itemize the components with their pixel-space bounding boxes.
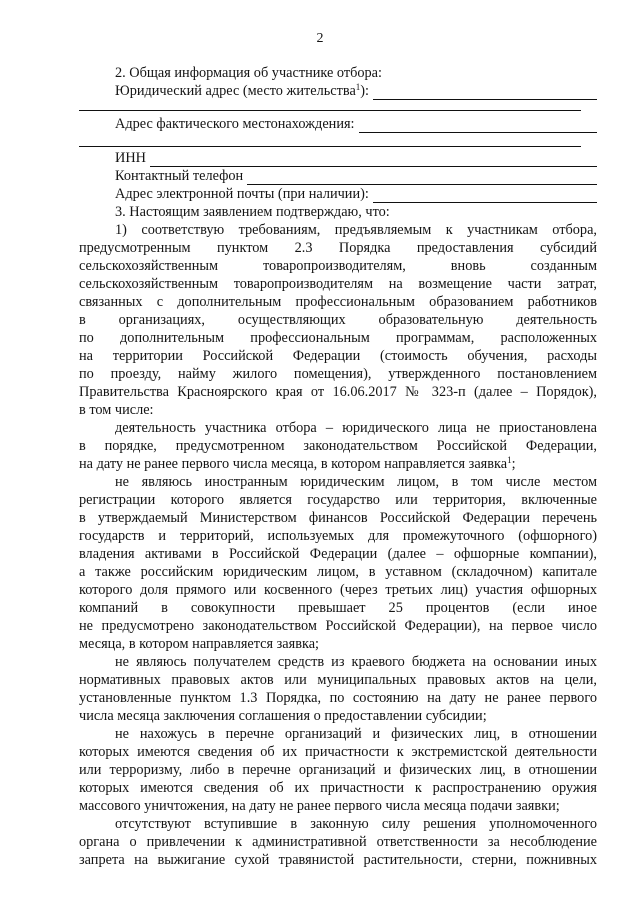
text-line: которых имеются сведения об их причастности к экстремистской деятельности [79,744,597,760]
text-line: по проезду, найму жилого помещения), утвержденного постановлением [79,366,597,382]
text-line: государств и территорий, используемых для промежуточного (офшорного) [79,528,597,544]
phone-row [115,167,597,185]
text-line: 1) соответствую требованиям, предъявляемым к участникам отбора, [115,222,597,238]
legal-address-row [115,82,597,100]
text-line: не являюсь иностранным юридическим лицом, в том числе местом [115,474,597,490]
inn-field[interactable] [150,153,597,167]
page-number: 2 [316,31,324,46]
phone-field[interactable] [247,171,597,185]
text-line: компаний в совокупности превышает 25 процентов (если иное [79,600,597,616]
legal-address-field-line-2[interactable] [79,110,581,111]
footnote-mark: 1 [355,82,361,92]
email-field[interactable] [373,189,597,203]
actual-address-row [115,115,597,133]
text-line: отсутствуют вступившие в законную силу решения уполномоченного [115,816,597,832]
phone-label: Контактный телефон [115,168,244,184]
text-line: или терроризму, либо в перечне организаций и физических лиц, в отношении [79,762,597,778]
inn-row [115,149,597,167]
text-line: в порядке, предусмотренном законодательством Российской Федерации, [79,438,597,454]
text-line: деятельность участника отбора – юридического лица не приостановлена [115,420,597,436]
text-line: месяца, в котором направляется заявка; [79,636,320,652]
section-3-title: 3. Настоящим заявлением подтверждаю, что: [115,204,390,220]
text-line: запрета на выжигание сухой травянистой растительности, стерни, пожнивных [79,852,597,868]
section-2-title: 2. Общая информация об участнике отбора: [115,65,382,81]
inn-label: ИНН [115,150,146,166]
footnote-mark: 1 [507,455,512,465]
text-line: числа месяца заключения соглашения о предоставлении субсидии; [79,708,487,724]
text-line: на дату не ранее первого числа месяца, в котором направляется заявка$^1$; [79,455,516,472]
text-line: сельскохозяйственным товаропроизводителям на возмещение части затрат, [79,276,597,292]
text-line: сельскохозяйственным товаропроизводителям, вновь созданным [79,258,597,274]
text-line: массового уничтожения, на дату не ранее первого числа месяца подачи заявки; [79,798,560,814]
text-line: владения активами в Российской Федерации (далее – офшорные компании), [79,546,597,562]
email-row [115,185,597,203]
actual-address-field-line-2[interactable] [79,146,581,147]
text-line: не предусмотрено законодательством Российской Федерации), на первое число [79,618,597,634]
text-line: на территории Российской Федерации (стоимость обучения, расходы [79,348,597,364]
legal-address-label: Юридический адрес (место жительства$^1$): [115,82,370,99]
text-line: нормативных правовых актов или муниципальных правовых актов на цели, [79,672,597,688]
text-line: в организациях, осуществляющих образовательную деятельность [79,312,597,328]
text-line: не нахожусь в перечне организаций и физических лиц, в отношении [115,726,597,742]
text-line: органа о привлечении к административной ответственности за несоблюдение [79,834,597,850]
email-label: Адрес электронной почты (при наличии): [115,186,369,202]
text-line: связанных с дополнительным профессиональным образованием работников [79,294,597,310]
actual-address-field[interactable] [359,119,597,133]
text-line: которого доля прямого или косвенного (через третьих лиц) участия офшорных [79,582,597,598]
text-line: которых имеются сведения об их причастности к распространению оружия [79,780,597,796]
text-line: установленные пунктом 1.3 Порядка, по состоянию на дату не ранее первого [79,690,597,706]
text-line: а также российским юридическим лицом, в уставном (складочном) капитале [79,564,597,580]
text-line: не являюсь получателем средств из краевого бюджета на основании иных [115,654,597,670]
actual-address-label: Адрес фактического местонахождения: [115,116,355,132]
text-line: регистрации которого является государство или территория, включенные [79,492,597,508]
text-line: в утверждаемый Министерством финансов Российской Федерации перечень [79,510,597,526]
text-line: в том числе: [79,402,154,418]
legal-address-field[interactable] [373,86,597,100]
text-line: по дополнительным профессиональным программам, расположенных [79,330,597,346]
text-line: Правительства Красноярского края от 16.06.2017 № 323-п (далее – Порядок), [79,384,597,400]
text-line: предусмотренным пунктом 2.3 Порядка предоставления субсидий [79,240,597,256]
